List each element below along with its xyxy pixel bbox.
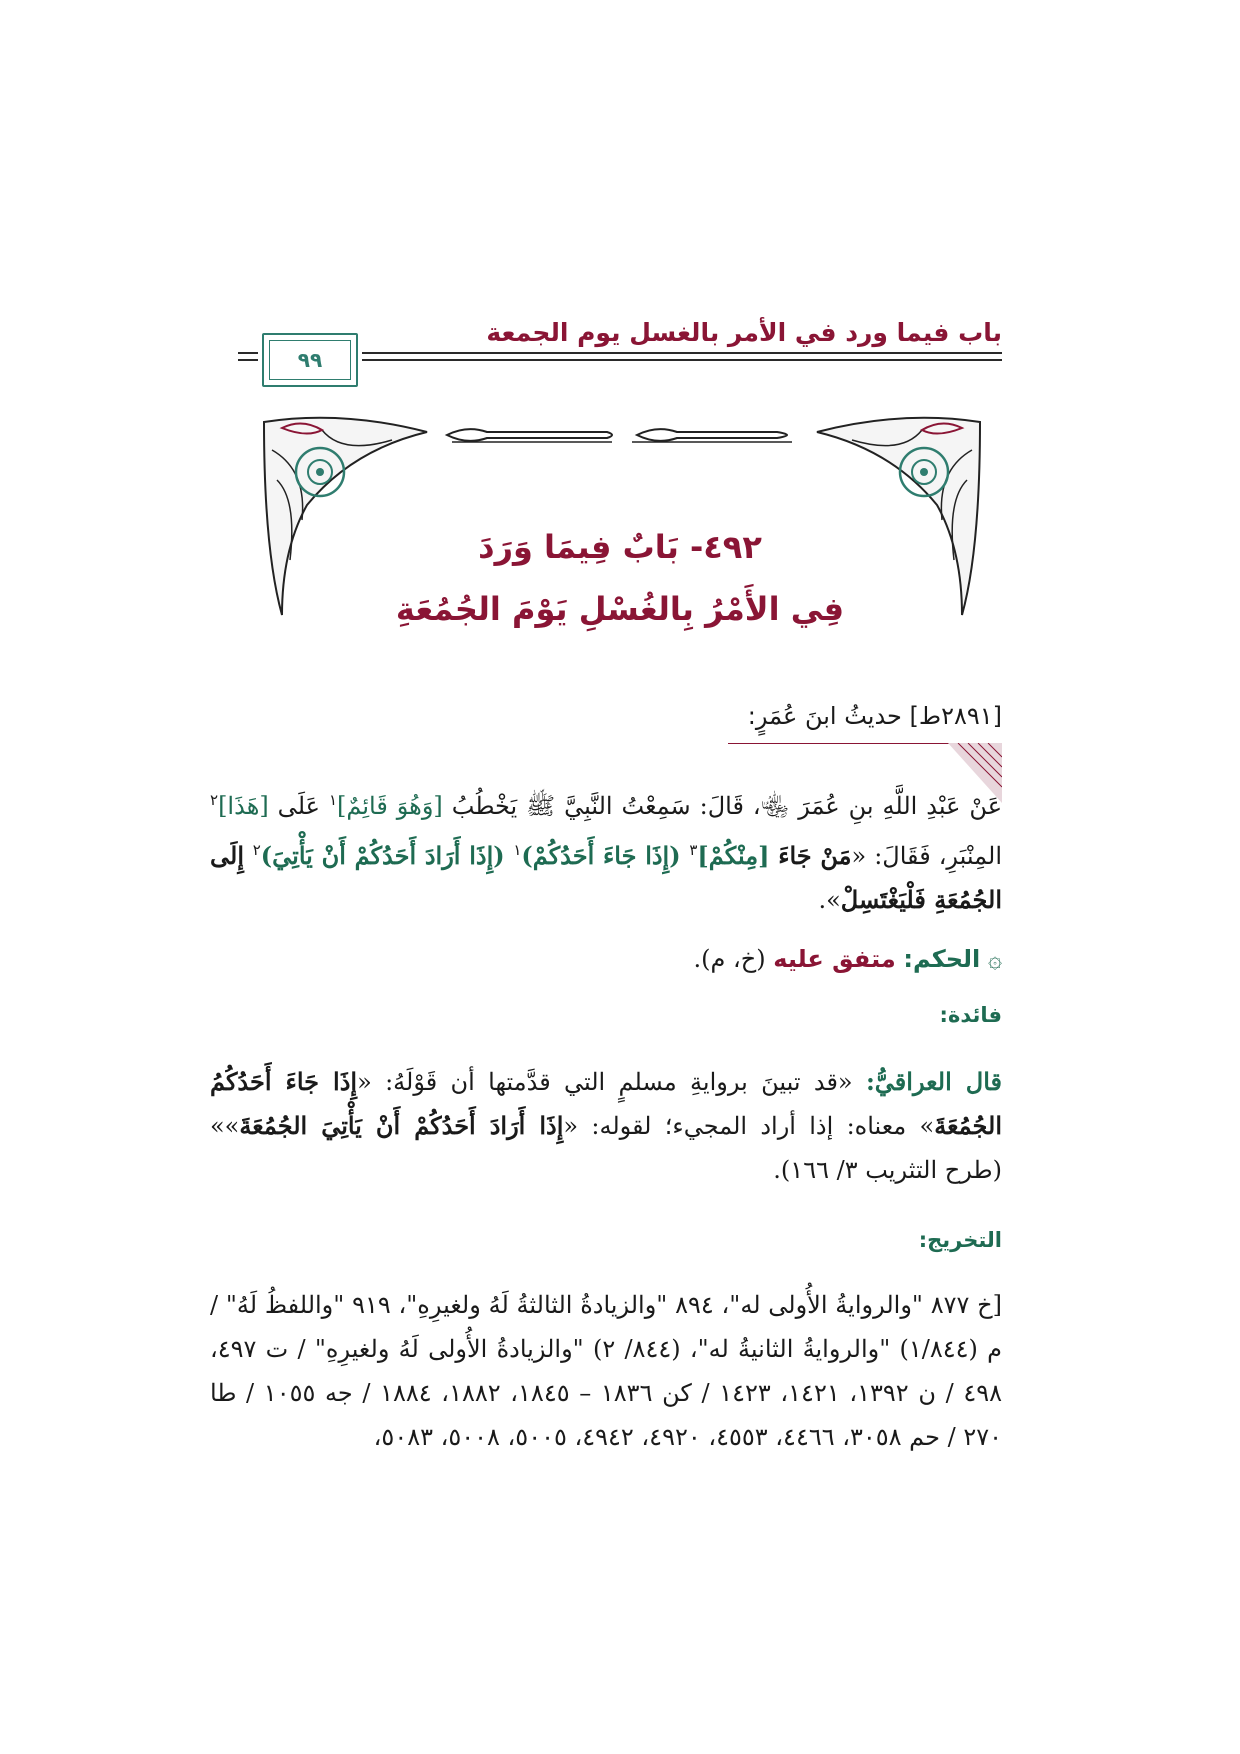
page-number: ٩٩ [297, 348, 323, 372]
top-cartouche-left-icon [447, 429, 612, 442]
ornamental-frame [262, 410, 982, 620]
footnote-marker: ٣ [689, 841, 698, 859]
hadith-addition: [هَذَا] [218, 792, 269, 820]
hadith-text [210, 778, 1002, 922]
faida-quote: إِذَا جَاءَ أَحَدُكُمُ الجُمُعَةَ [210, 1067, 1002, 1140]
hadith-variant: (إِذَا أَرَادَ أَحَدُكُمْ أَنْ يَأْتِيَ) [260, 841, 514, 870]
faida-part: » معناه: إذا أراد المجيء؛ لقوله: « [563, 1112, 935, 1140]
ruling-ornament-icon: ۞ [987, 945, 1002, 973]
header-rule-top [362, 352, 1002, 354]
hadith-quote: إِلَى الجُمُعَةِ فَلْيَغْتَسِلْ [210, 841, 1002, 914]
faida-speaker: قال العراقيُّ: [865, 1067, 1003, 1096]
running-header-title: باب فيما ورد في الأمر بالغسل يوم الجمعة [486, 318, 1002, 347]
header-rule-bottom [362, 359, 1002, 361]
top-cartouche-right-icon [632, 429, 792, 442]
faida-part: »» (طرح التثريب ٣/ ١٦٦). [210, 1112, 1002, 1184]
ruling-reference: (خ، م). [693, 945, 766, 973]
ruling-value: متفق عليه [773, 945, 896, 973]
hadith-part: عَلَى [268, 792, 329, 820]
footnote-marker: ٢ [210, 791, 219, 809]
chapter-title-line2: فِي الأَمْرُ بِالغُسْلِ يَوْمَ الجُمُعَةِ [395, 590, 845, 628]
corner-ornament-left-icon [264, 418, 427, 615]
page-badge-frame [269, 340, 351, 380]
hadith-section-label: [٢٨٩١ط] حديثُ ابنَ عُمَرٍ: [747, 702, 1002, 730]
footnote-marker: ١ [513, 841, 522, 859]
chapter-title-line1: ٤٩٢- بَابٌ فِيمَا وَرَدَ [478, 528, 762, 566]
hadith-variant: (إِذَا جَاءَ أَحَدُكُمْ) [521, 841, 690, 870]
takhrij-text: [خ ٨٧٧ "والروايةُ الأُولى له"، ٨٩٤ "والزيادةُ الثالثةُ لَهُ ولغيرِهِ"، ٩١٩ "واللفظُ لَهُ" / م (١/٨٤٤) "والروايةُ الثانيةُ له"، (٨٤٤/ ٢) "والزيادةُ الأُولى لَهُ ولغيرِهِ" / ت ٤٩٧، ٤٩٨ / ن ١٣٩٢، ١٤٢١، ١٤٢٣ / كن ١٨٣٦ – ١٨٤٥، ١٨٨٢، ١٨٨٤ / جه ١٠٥٥ / طا ٢٧٠ / حم ٣٠٥٨، ٤٤٦٦، ٤٥٥٣، ٤٩٢٠، ٤٩٤٢، ٥٠٠٥، ٥٠٠٨، ٥٠٨٣، [210, 1291, 1003, 1451]
faida-heading: فائدة: [939, 1003, 1002, 1027]
hadith-addition: [مِنْكُمْ] [697, 841, 770, 870]
takhrij-heading: التخريج: [918, 1228, 1002, 1252]
faida-part: «قد تبينَ بروايةِ مسلمٍ التي قدَّمتها أن قَوْلَهُ: « [357, 1068, 866, 1096]
hadith-addition: [وَهُوَ قَائِمٌ] [337, 792, 443, 820]
hadith-part: ». [818, 886, 841, 914]
header-rule-left-top [238, 352, 258, 354]
hadith-part: عَنْ عَبْدِ اللَّهِ بنِ عُمَرَ ﵄، قَالَ: سَمِعْتُ النَّبِيَّ ﷺ يَخْطُبُ [442, 792, 1003, 820]
hadith-part: المِنْبَرِ، فَقَالَ: « [851, 842, 1003, 870]
footnote-marker: ٢ [252, 841, 261, 859]
ruling-line [202, 945, 1002, 973]
corner-ornament-right-icon [817, 418, 980, 615]
footnote-marker: ١ [328, 791, 337, 809]
ruling-label: الحكم: [903, 945, 981, 973]
page-number-badge [262, 333, 358, 387]
faida-quote: إِذَا أَرَادَ أَحَدُكُمْ أَنْ يَأْتِيَ الجُمُعَةَ [239, 1111, 564, 1140]
hadith-quote: مَنْ جَاءَ [769, 841, 852, 870]
header-rule-left-bottom [238, 359, 258, 361]
faida-text [210, 1060, 1002, 1192]
